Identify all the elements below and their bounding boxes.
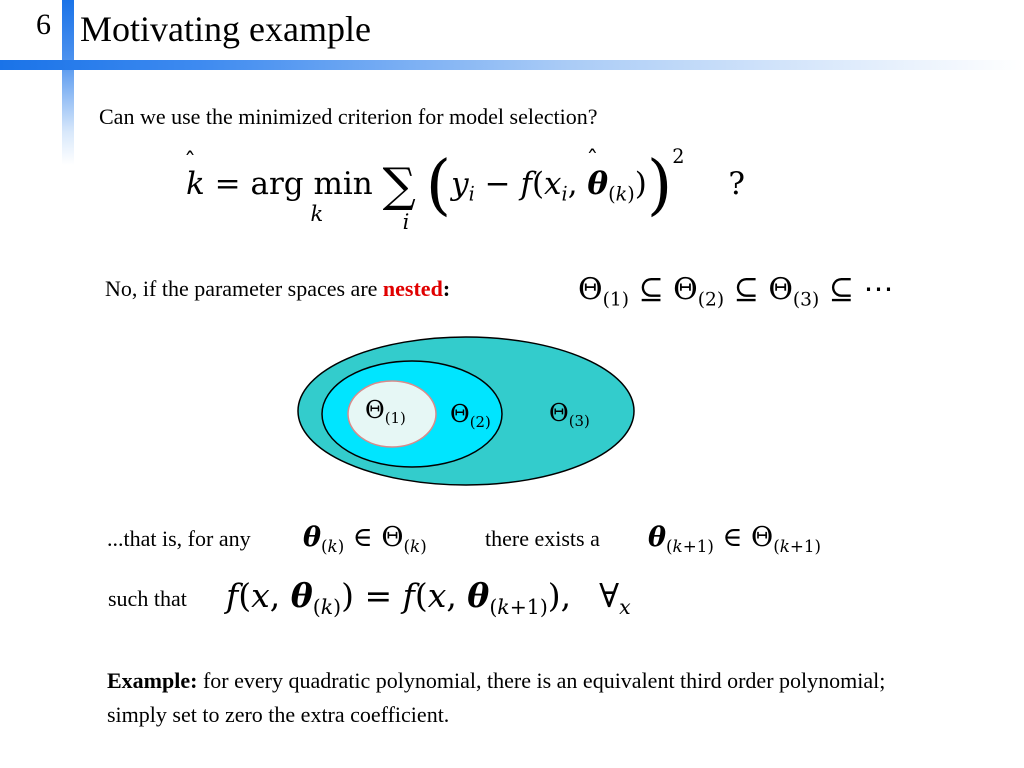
nested-keyword: nested — [382, 276, 443, 301]
formula-question-mark: ? — [728, 165, 745, 202]
such-that-text: such that — [108, 586, 187, 611]
sum-operator: ∑ i — [382, 157, 416, 234]
slide-title: Motivating example — [80, 9, 371, 49]
example-paragraph — [107, 664, 907, 732]
theta-2-label: $\Theta_{(2)}$ — [450, 400, 491, 432]
nested-statement: No, if the parameter spaces are nested: — [105, 276, 451, 301]
slide-number: 6 — [36, 8, 51, 41]
theta-1-label: $\Theta_{(1)}$ — [365, 396, 406, 428]
there-exists-text: there exists a — [485, 526, 600, 551]
k-hat: ˆ k — [184, 147, 205, 202]
theta-3-label: $\Theta_{(3)}$ — [549, 399, 590, 431]
equivalence-formula: f(x, $\theta_{(k)}) = f(x$, $\theta_{(k+1)}$), $\forall_x$ — [226, 576, 631, 620]
theta-k-membership: $\theta_{(k)}$ ∈ $\Theta_{(k)}$ — [303, 522, 427, 556]
question-text: Can we use the minimized criterion for model selection? — [99, 104, 598, 129]
nested-subsets-formula: $\Theta_{(1)}$ ⊆ $\Theta_{(2)}$ ⊆ $\Theta_{(3)}$ ⊆ ⋯ — [578, 272, 894, 311]
argmin-formula: ˆ k = arg min k ∑ i ($y_i - f(x_i$, θ ˆ $_{(k)}$))$^2$ ? — [184, 145, 745, 234]
example-text: for every quadratic polynomial, there is an equivalent third order polynomial; simply set to zero the extra coefficient. — [107, 668, 886, 727]
title-accent-vertical-bar — [62, 0, 74, 165]
theta-k-plus-1-membership: $\theta_{(k+1)}$ ∈ $\Theta_{(k+1)}$ — [648, 522, 822, 556]
example-label: Example: — [107, 668, 198, 693]
title-accent-horizontal-bar — [0, 60, 1024, 70]
that-is-text: ...that is, for any — [107, 526, 251, 551]
argmin-operator: arg min k — [250, 165, 373, 226]
